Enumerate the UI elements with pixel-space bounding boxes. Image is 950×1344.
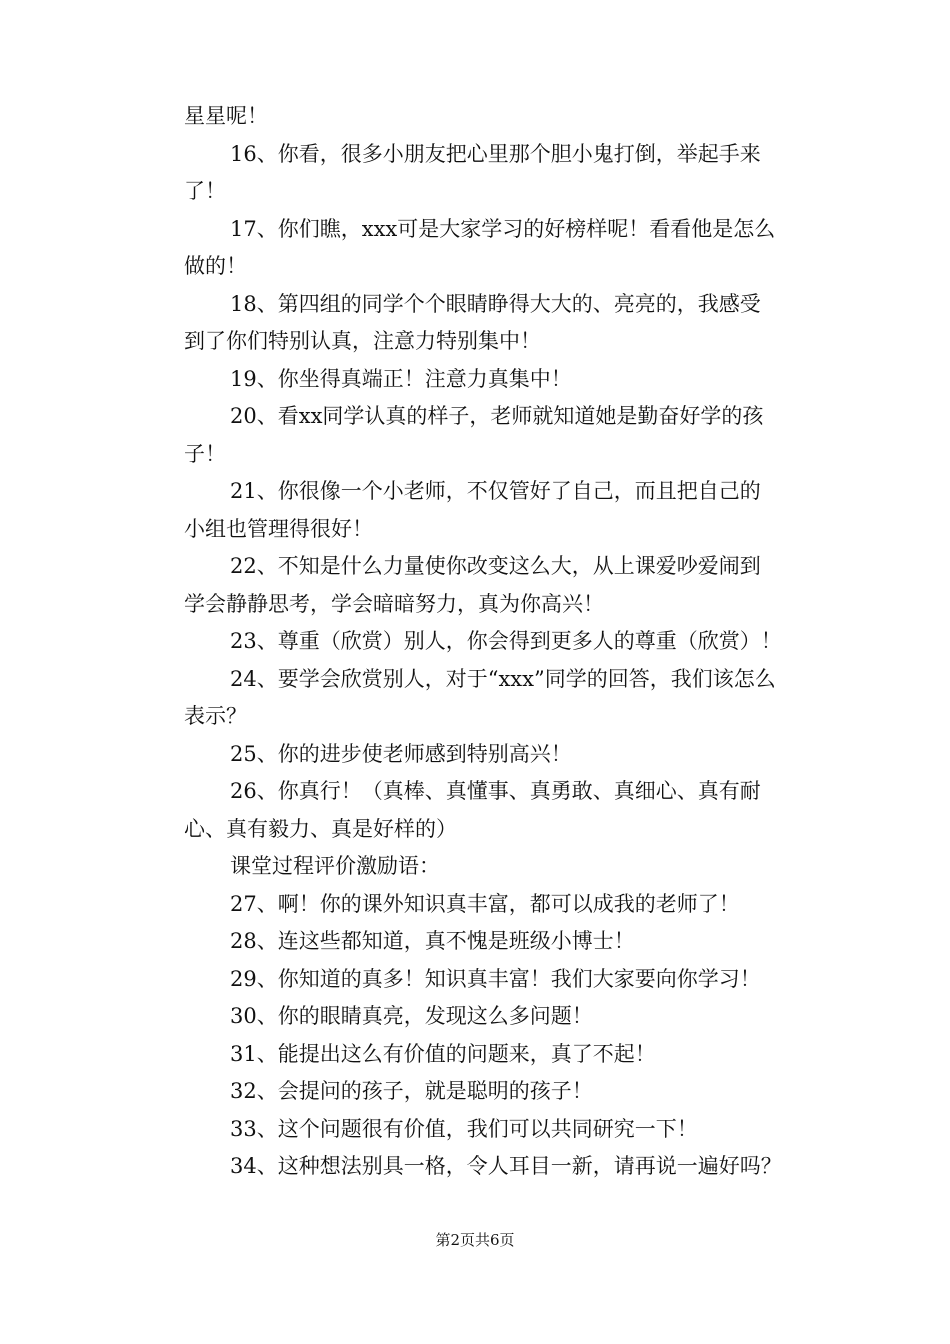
- text-line: 28、连这些都知道，真不愧是班级小博士！: [230, 929, 635, 953]
- paragraph: [184, 848, 814, 886]
- text-line: 23、尊重（欣赏）别人，你会得到更多人的尊重（欣赏）！: [230, 629, 782, 653]
- paragraph: [184, 211, 814, 286]
- paragraph: [184, 98, 814, 136]
- text-line: 17、你们瞧，xxx可是大家学习的好榜样呢！看看他是怎么: [230, 216, 776, 241]
- text-line: 31、能提出这么有价值的问题来，真了不起！: [230, 1041, 656, 1066]
- paragraph: [184, 548, 814, 623]
- paragraph: [184, 623, 814, 661]
- paragraph: [184, 773, 814, 848]
- text-line: 20、看xx同学认真的样子，老师就知道她是勤奋好学的孩: [230, 404, 764, 428]
- paragraph: [184, 473, 814, 548]
- text-line: 30、你的眼睛真亮，发现这么多问题！: [230, 1004, 593, 1028]
- text-line: 心、真有毅力、真是好样的）: [184, 816, 457, 841]
- text-line: 29、你知道的真多！知识真丰富！我们大家要向你学习！: [230, 966, 761, 991]
- paragraph: [184, 1148, 814, 1186]
- text-line: 小组也管理得很好！: [184, 516, 373, 541]
- paragraph: [184, 998, 814, 1036]
- text-line: 19、你坐得真端正！注意力真集中！: [230, 366, 572, 391]
- paragraph: [184, 1036, 814, 1074]
- paragraph: [184, 923, 814, 961]
- paragraph: [184, 136, 814, 211]
- text-line: 33、这个问题很有价值，我们可以共同研究一下！: [230, 1116, 698, 1141]
- text-line: 星星呢！: [184, 104, 268, 128]
- text-line: 表示？: [184, 704, 247, 728]
- text-line: 24、要学会欣赏别人，对于“xxx”同学的回答，我们该怎么: [230, 666, 776, 691]
- paragraph: [184, 886, 814, 924]
- text-line: 做的！: [184, 254, 247, 278]
- paragraph: [184, 361, 814, 399]
- page-footer: 第2页共6页: [435, 1231, 515, 1249]
- text-line: 课堂过程评价激励语：: [230, 854, 440, 878]
- paragraph: [184, 661, 814, 736]
- text-line: 32、会提问的孩子，就是聪明的孩子！: [230, 1079, 593, 1103]
- text-line: 22、不知是什么力量使你改变这么大，从上课爱吵爱闹到: [230, 554, 761, 578]
- text-line: 到了你们特别认真，注意力特别集中！: [184, 329, 541, 353]
- paragraph: [184, 1111, 814, 1149]
- text-line: 子！: [184, 441, 226, 466]
- paragraph: [184, 1073, 814, 1111]
- text-line: 了！: [184, 179, 226, 203]
- text-line: 学会静静思考，学会暗暗努力，真为你高兴！: [184, 591, 604, 616]
- text-line: 21、你很像一个小老师，不仅管好了自己，而且把自己的: [230, 479, 761, 503]
- paragraph: [184, 398, 814, 473]
- text-line: 27、啊！你的课外知识真丰富，都可以成我的老师了！: [230, 891, 740, 916]
- text-line: 26、你真行！（真棒、真懂事、真勇敢、真细心、真有耐: [230, 779, 761, 803]
- text-line: 25、你的进步使老师感到特别高兴！: [230, 741, 572, 766]
- text-line: 16、你看，很多小朋友把心里那个胆小鬼打倒，举起手来: [230, 141, 761, 166]
- paragraph: [184, 736, 814, 774]
- paragraph: [184, 286, 814, 361]
- text-line: 18、第四组的同学个个眼睛睁得大大的、亮亮的，我感受: [230, 291, 761, 316]
- paragraph: [184, 961, 814, 999]
- text-line: 34、这种想法别具一格，令人耳目一新，请再说一遍好吗？: [230, 1154, 782, 1178]
- document-body: [184, 98, 814, 1186]
